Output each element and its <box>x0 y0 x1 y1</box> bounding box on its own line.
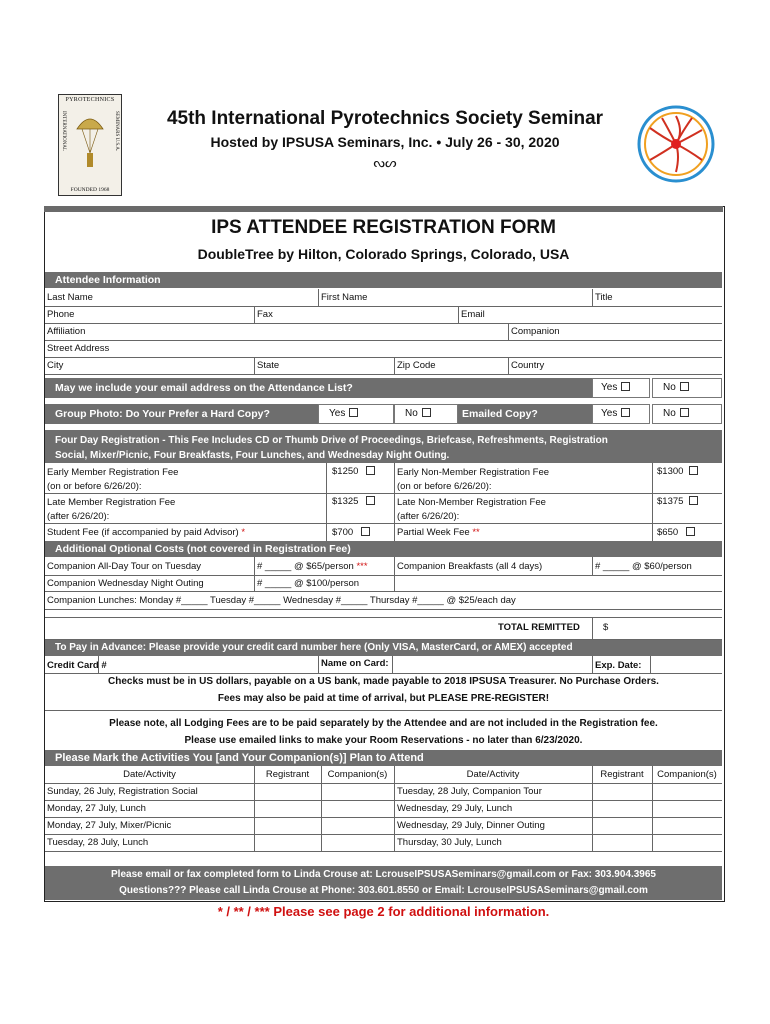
street-address-field[interactable]: Street Address <box>47 343 110 354</box>
name-on-card-label: Name on Card: <box>321 658 389 669</box>
student-text: Student Fee (if accompanied by paid Advisor) <box>47 527 239 538</box>
payment-header: To Pay in Advance: Please provide your credit card number here (Only VISA, MasterCard, or AMEX) accepted <box>45 640 722 656</box>
early-member-text: Early Member Registration Fee <box>47 467 179 478</box>
checkbox-icon[interactable] <box>621 382 630 391</box>
group-photo-question: Group Photo: Do Your Prefer a Hard Copy? <box>45 404 318 424</box>
registrant-header-right: Registrant <box>600 769 644 780</box>
partial-text: Partial Week Fee <box>397 527 470 538</box>
checkbox-icon[interactable] <box>366 496 375 505</box>
form-title: IPS ATTENDEE REGISTRATION FORM <box>211 217 556 238</box>
checkbox-icon[interactable] <box>680 408 689 417</box>
zip-code-field[interactable]: Zip Code <box>397 360 436 371</box>
lodging-note: Please note, all Lodging Fees are to be paid separately by the Attendee and are not included in the Registration fee. <box>109 718 658 729</box>
last-name-field[interactable]: Last Name <box>47 292 93 303</box>
credit-card-field[interactable] <box>100 657 316 672</box>
yes-label: Yes <box>329 408 346 419</box>
checkbox-icon[interactable] <box>621 408 630 417</box>
logo-right-text: SEMINARS U.S.A. <box>114 111 119 152</box>
pay-at-arrival-note: Fees may also be paid at time of arrival, but PLEASE PRE-REGISTER! <box>217 693 550 704</box>
photo-no-option[interactable] <box>394 404 458 424</box>
logo-left-text: INTERNATIONAL <box>61 111 66 151</box>
activity-monday-lunch: Monday, 27 July, Lunch <box>47 803 146 814</box>
no-label: No <box>663 408 676 419</box>
photo-yes-option[interactable] <box>318 404 394 424</box>
title-field[interactable]: Title <box>595 292 613 303</box>
email-field[interactable]: Email <box>461 309 485 320</box>
state-field[interactable]: State <box>257 360 280 371</box>
fee-amount: $1325 <box>332 496 359 507</box>
late-member-note: (after 6/26/20): <box>47 511 110 522</box>
tour-footnote-mark: *** <box>356 561 368 572</box>
optional-costs-header: Additional Optional Costs (not covered in Registration Fee) <box>45 541 722 557</box>
checkbox-icon[interactable] <box>689 496 698 505</box>
checkbox-icon[interactable] <box>361 527 370 536</box>
emailed-yes-option[interactable] <box>592 404 650 424</box>
activity-wednesday-lunch: Wednesday, 29 July, Lunch <box>397 803 513 814</box>
companion-breakfasts-quantity[interactable]: # _____ @ $60/person <box>595 561 692 572</box>
activity-tuesday-tour: Tuesday, 28 July, Companion Tour <box>397 786 542 797</box>
credit-card-label: Credit Card # <box>47 660 107 671</box>
late-member-text: Late Member Registration Fee <box>47 497 176 508</box>
late-nonmember-label <box>397 496 546 524</box>
checks-note: Checks must be in US dollars, payable on a US bank, made payable to 2018 IPSUSA Treasurer. No Purchase Orders. <box>108 676 659 687</box>
companion-tour-quantity[interactable] <box>257 561 368 572</box>
emailed-copy-question: Emailed Copy? <box>458 404 592 424</box>
late-nonmember-text: Late Non-Member Registration Fee <box>397 497 546 508</box>
activities-header: Please Mark the Activities You [and Your Companion(s)] Plan to Attend <box>45 750 722 766</box>
early-member-label <box>47 466 178 494</box>
form-top-bar <box>44 206 723 212</box>
student-fee-label <box>47 527 245 538</box>
email-list-question: May we include your email address on the Attendance List? <box>45 378 592 398</box>
parachute-icon <box>75 113 105 175</box>
companions-header-right: Companion(s) <box>657 769 717 780</box>
fee-amount: $700 <box>332 527 354 538</box>
ips-seminars-logo <box>58 94 122 196</box>
late-nonmember-note: (after 6/26/20): <box>397 511 460 522</box>
partial-footnote-mark: ** <box>472 527 480 538</box>
emailed-no-option[interactable] <box>652 404 722 424</box>
email-list-no-option[interactable] <box>652 378 722 398</box>
attendee-info-header: Attendee Information <box>45 272 722 288</box>
exp-date-field[interactable] <box>652 657 720 672</box>
tour-price-text: # _____ @ $65/person <box>257 561 354 572</box>
partial-week-label <box>397 527 480 538</box>
fee-amount: $1300 <box>657 466 684 477</box>
name-on-card-field[interactable] <box>395 657 590 672</box>
seminar-title: 45th International Pyrotechnics Society Seminar <box>166 108 604 129</box>
companion-breakfasts-label: Companion Breakfasts (all 4 days) <box>397 561 543 572</box>
registration-header-line2: Social, Mixer/Picnic, Four Breakfasts, Four Lunches, and Wednesday Night Outing. <box>55 450 450 461</box>
room-reservation-note: Please use emailed links to make your Room Reservations - no later than 6/23/2020. <box>184 735 583 746</box>
total-remitted-field[interactable]: $ <box>603 622 609 633</box>
registration-header-line1: Four Day Registration - This Fee Includes CD or Thumb Drive of Proceedings, Briefcase, Refreshments, Registration <box>55 435 608 446</box>
companion-lunches-quantity[interactable]: Companion Lunches: Monday #_____ Tuesday #_____ Wednesday #_____ Thursday #_____ @ $25/each day <box>47 595 516 606</box>
early-member-note: (on or before 6/26/20): <box>47 481 142 492</box>
yes-label: Yes <box>601 382 618 393</box>
student-footnote-mark: * <box>241 527 246 538</box>
companions-header-left: Companion(s) <box>327 769 388 780</box>
activity-tuesday-lunch: Tuesday, 28 July, Lunch <box>47 837 149 848</box>
total-remitted-label: TOTAL REMITTED <box>498 622 580 633</box>
companion-field[interactable]: Companion <box>511 326 560 337</box>
ips-society-logo-icon <box>636 104 716 184</box>
checkbox-icon[interactable] <box>680 382 689 391</box>
email-list-yes-option[interactable] <box>592 378 650 398</box>
exp-date-label: Exp. Date: <box>595 660 642 671</box>
fee-amount: $650 <box>657 527 679 538</box>
logo-top-text: PYROTECHNICS <box>65 97 115 103</box>
checkbox-icon[interactable] <box>689 466 698 475</box>
page-two-note: * / ** / *** Please see page 2 for additional information. <box>217 904 550 919</box>
contact-email-fax: Please email or fax completed form to Linda Crouse at: LcrouseIPSUSASeminars@gmail.com or Fax: 303.904.3965 <box>111 869 656 880</box>
early-nonmember-label <box>397 466 549 494</box>
phone-field[interactable]: Phone <box>47 309 75 320</box>
no-label: No <box>663 382 676 393</box>
affiliation-field[interactable]: Affiliation <box>47 326 86 337</box>
student-fee-option[interactable] <box>332 527 370 538</box>
date-activity-header-left: Date/Activity <box>123 769 176 780</box>
fee-amount: $1375 <box>657 496 684 507</box>
checkbox-icon[interactable] <box>422 408 431 417</box>
logo-bottom-text: FOUNDED 1968 <box>70 187 110 193</box>
first-name-field[interactable]: First Name <box>321 292 368 303</box>
activity-wednesday-dinner: Wednesday, 29 July, Dinner Outing <box>397 820 545 831</box>
country-field[interactable]: Country <box>511 360 545 371</box>
checkbox-icon[interactable] <box>686 527 695 536</box>
companion-night-outing-label: Companion Wednesday Night Outing <box>47 578 204 589</box>
contact-footer <box>45 866 722 900</box>
checkbox-icon[interactable] <box>366 466 375 475</box>
companion-night-outing-quantity[interactable]: # _____ @ $100/person <box>257 578 360 589</box>
city-field[interactable]: City <box>47 360 64 371</box>
fee-amount: $1250 <box>332 466 359 477</box>
companion-tour-label: Companion All-Day Tour on Tuesday <box>47 561 202 572</box>
form-venue: DoubleTree by Hilton, Colorado Springs, Colorado, USA <box>197 246 570 262</box>
early-member-fee-option[interactable] <box>332 466 375 477</box>
date-activity-header-right: Date/Activity <box>466 769 520 780</box>
yes-label: Yes <box>601 408 618 419</box>
fax-field[interactable]: Fax <box>257 309 273 320</box>
seminar-subtitle: Hosted by IPSUSA Seminars, Inc. • July 26 - 30, 2020 <box>210 134 560 150</box>
late-member-label <box>47 496 175 524</box>
decorative-flourish: ᔓᔕ <box>373 155 397 170</box>
partial-week-fee-option[interactable] <box>657 527 695 538</box>
early-nonmember-fee-option[interactable] <box>657 466 698 477</box>
registrant-header-left: Registrant <box>265 769 310 780</box>
late-nonmember-fee-option[interactable] <box>657 496 698 507</box>
early-nonmember-note: (on or before 6/26/20): <box>397 481 492 492</box>
no-label: No <box>405 408 418 419</box>
checkbox-icon[interactable] <box>349 408 358 417</box>
activity-monday-mixer: Monday, 27 July, Mixer/Picnic <box>47 820 172 831</box>
contact-phone-email: Questions??? Please call Linda Crouse at Phone: 303.601.8550 or Email: LcrouseIPSUSASeminars@gmail.com <box>119 885 648 896</box>
late-member-fee-option[interactable] <box>332 496 375 507</box>
activity-thursday-lunch: Thursday, 30 July, Lunch <box>397 837 502 848</box>
early-nonmember-text: Early Non-Member Registration Fee <box>397 467 550 478</box>
registration-header <box>45 430 722 463</box>
activity-sunday-social: Sunday, 26 July, Registration Social <box>47 786 198 797</box>
